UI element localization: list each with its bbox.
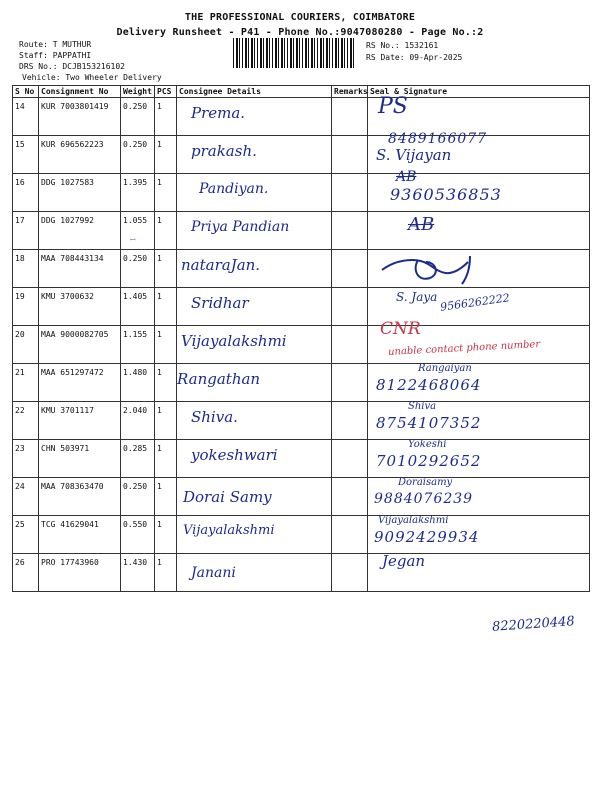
signature-phone: 9566262222 [439, 291, 511, 314]
consignee-handwriting: Vijayalakshmi [183, 523, 275, 538]
table-row [13, 288, 590, 326]
remark-note: unable contact phone number [387, 339, 541, 358]
consignee-cell [177, 288, 332, 326]
signature-initials: AB [408, 214, 435, 235]
serial-number: 18 [13, 250, 39, 288]
remarks-cell [332, 516, 368, 554]
seal-cell [368, 319, 590, 364]
pieces-count: 1 [155, 440, 177, 478]
pieces-count: 1 [155, 326, 177, 364]
weight-value: 1.430 [121, 554, 155, 592]
remarks-cell [332, 174, 368, 212]
weight-value: 1.055 [121, 212, 155, 250]
table-row [13, 516, 590, 554]
signature-phone: 7010292652 [376, 452, 482, 470]
remarks-cell [332, 440, 368, 478]
pieces-count: 1 [155, 250, 177, 288]
signature-name: Yokeshi [408, 439, 447, 450]
consignee-cell [177, 554, 332, 592]
col-sno: S No [13, 86, 39, 98]
table-row [13, 478, 590, 516]
consignee-handwriting: Vijayalakshmi [181, 332, 287, 350]
seal-cell [368, 169, 590, 212]
signature-name: S. Vijayan [376, 146, 452, 164]
serial-number: 17 [13, 212, 39, 250]
pieces-count: 1 [155, 554, 177, 592]
consignment-number: KUR 7003801419 [39, 98, 121, 136]
serial-number: 16 [13, 174, 39, 212]
weight-value: 1.405 [121, 288, 155, 326]
consignee-handwriting: Priya Pandian [191, 219, 290, 235]
consignee-handwriting: Prema. [191, 104, 246, 122]
barcode-image [233, 38, 356, 68]
signature-phone: 8754107352 [376, 414, 482, 432]
consignment-number: MAA 708363470 [39, 478, 121, 516]
consignee-cell [177, 212, 332, 250]
weight-value: 0.285 [121, 440, 155, 478]
remarks-cell [332, 250, 368, 288]
rs-number: RS No.: 1532161 [366, 41, 439, 50]
consignee-cell [177, 136, 332, 174]
seal-cell [368, 554, 590, 592]
col-consignee: Consignee Details [177, 86, 332, 98]
signature-name: Doraisamy [398, 477, 453, 488]
remarks-cell [332, 98, 368, 136]
remark-cnr: CNR [380, 319, 421, 339]
table-row [13, 440, 590, 478]
serial-number: 21 [13, 364, 39, 402]
weight-value: 0.250 [121, 98, 155, 136]
serial-number: 26 [13, 554, 39, 592]
seal-cell [368, 440, 590, 478]
consignment-number: KMU 3700632 [39, 288, 121, 326]
weight-value: 1.155 [121, 326, 155, 364]
pieces-count: 1 [155, 212, 177, 250]
consignment-number: MAA 651297472 [39, 364, 121, 402]
consignment-number: PRO 17743960 [39, 554, 121, 592]
consignment-number: MAA 9000082705 [39, 326, 121, 364]
seal-cell [368, 131, 590, 174]
table-row [13, 402, 590, 440]
consignment-number: MAA 708443134 [39, 250, 121, 288]
signature-phone: 9884076239 [374, 491, 474, 507]
signature-name: Vijayalakshmi [378, 515, 449, 526]
table-header-row [13, 86, 590, 98]
extra-phone-note: 8220220448 [491, 614, 576, 635]
consignee-handwriting: Pandiyan. [199, 181, 269, 197]
remarks-cell [332, 364, 368, 402]
serial-number: 14 [13, 98, 39, 136]
runsheet-table [12, 85, 590, 592]
consignee-cell [177, 364, 332, 402]
consignment-number: CHN 503971 [39, 440, 121, 478]
weight-value: 1.395 [121, 174, 155, 212]
table-row [13, 174, 590, 212]
seal-cell [368, 364, 590, 402]
col-consignment: Consignment No [39, 86, 121, 98]
remarks-cell [332, 136, 368, 174]
seal-cell [368, 212, 590, 250]
signature-phone: 8122468064 [376, 376, 482, 394]
consignee-cell [177, 516, 332, 554]
pieces-count: 1 [155, 136, 177, 174]
signature-name: S. Jaya [396, 290, 438, 304]
consignee-handwriting: prakash. [191, 142, 257, 160]
consignee-cell [177, 402, 332, 440]
col-remarks: Remarks [332, 86, 368, 98]
col-seal: Seal & Signature [368, 86, 590, 98]
remarks-cell [332, 478, 368, 516]
consignee-handwriting: Shiva. [191, 408, 238, 426]
consignee-cell [177, 440, 332, 478]
serial-number: 24 [13, 478, 39, 516]
col-weight: Weight [121, 86, 155, 98]
company-title: THE PROFESSIONAL COURIERS, COIMBATORE [184, 12, 416, 23]
consignment-number: KMU 3701117 [39, 402, 121, 440]
signature-name: Jegan [382, 552, 426, 570]
consignee-cell [177, 98, 332, 136]
seal-cell [368, 250, 590, 288]
consignment-number: TCG 41629041 [39, 516, 121, 554]
signature-phone: 8489166077 [388, 131, 488, 147]
drs-number: DRS No.: DCJB153216102 [19, 62, 125, 71]
seal-cell [368, 478, 590, 516]
staff-label: Staff: PAPPATHI [19, 51, 92, 60]
consignee-cell [177, 250, 332, 288]
consignee-handwriting: Janani [191, 565, 236, 581]
consignee-cell [177, 326, 332, 364]
vehicle-label: Vehicle: Two Wheeler Delivery [22, 73, 162, 82]
consignee-handwriting: Sridhar [191, 294, 249, 312]
pieces-count: 1 [155, 402, 177, 440]
table-row [13, 98, 590, 136]
table-row [13, 326, 590, 364]
serial-number: 15 [13, 136, 39, 174]
consignment-number: KUR 696562223 [39, 136, 121, 174]
signature-scribble [378, 252, 498, 286]
weight-value: 0.250 [121, 250, 155, 288]
signature-initials: PS [378, 94, 408, 119]
seal-cell [368, 516, 590, 554]
table-row [13, 250, 590, 288]
serial-number: 20 [13, 326, 39, 364]
pieces-count: 1 [155, 364, 177, 402]
table-row [13, 212, 590, 250]
weight-value: 0.550 [121, 516, 155, 554]
serial-number: 23 [13, 440, 39, 478]
consignee-handwriting: Dorai Samy [183, 488, 272, 506]
consignee-handwriting: Rangathan [177, 370, 261, 388]
signature-initials: AB [396, 169, 417, 185]
weight-value: 1.480 [121, 364, 155, 402]
remarks-cell [332, 326, 368, 364]
pieces-count: 1 [155, 98, 177, 136]
pieces-count: 1 [155, 288, 177, 326]
runsheet-subtitle: Delivery Runsheet - P41 - Phone No.:9047080280 - Page No.:2 [116, 27, 484, 38]
serial-number: 22 [13, 402, 39, 440]
pieces-count: 1 [155, 516, 177, 554]
table-row [13, 554, 590, 592]
serial-number: 19 [13, 288, 39, 326]
seal-cell [368, 94, 590, 136]
signature-name: Shiva [408, 401, 437, 412]
pieces-count: 1 [155, 174, 177, 212]
consignee-handwriting: nataraJan. [181, 256, 261, 274]
serial-number: 25 [13, 516, 39, 554]
weight-value: 0.250 [121, 478, 155, 516]
consignment-number: DDG 1027992 [39, 212, 121, 250]
consignee-cell [177, 478, 332, 516]
table-row [13, 136, 590, 174]
consignee-handwriting: yokeshwari [191, 446, 278, 464]
weight-value: 2.040 [121, 402, 155, 440]
route-label: Route: T MUTHUR [19, 40, 92, 49]
pieces-count: 1 [155, 478, 177, 516]
rs-date: RS Date: 09-Apr-2025 [366, 53, 463, 62]
signature-name: Rangaiyan [418, 363, 472, 374]
remarks-cell [332, 402, 368, 440]
weight-value: 0.250 [121, 136, 155, 174]
table-row [13, 364, 590, 402]
remarks-cell [332, 554, 368, 592]
signature-phone: 9092429934 [374, 528, 480, 546]
remarks-cell [332, 288, 368, 326]
consignment-number: DDG 1027583 [39, 174, 121, 212]
signature-phone: 9360536853 [390, 185, 502, 204]
pencil-mark: ꟷ [130, 236, 136, 244]
remarks-cell [332, 212, 368, 250]
seal-cell [368, 402, 590, 440]
col-pcs: PCS [155, 86, 177, 98]
consignee-cell [177, 174, 332, 212]
